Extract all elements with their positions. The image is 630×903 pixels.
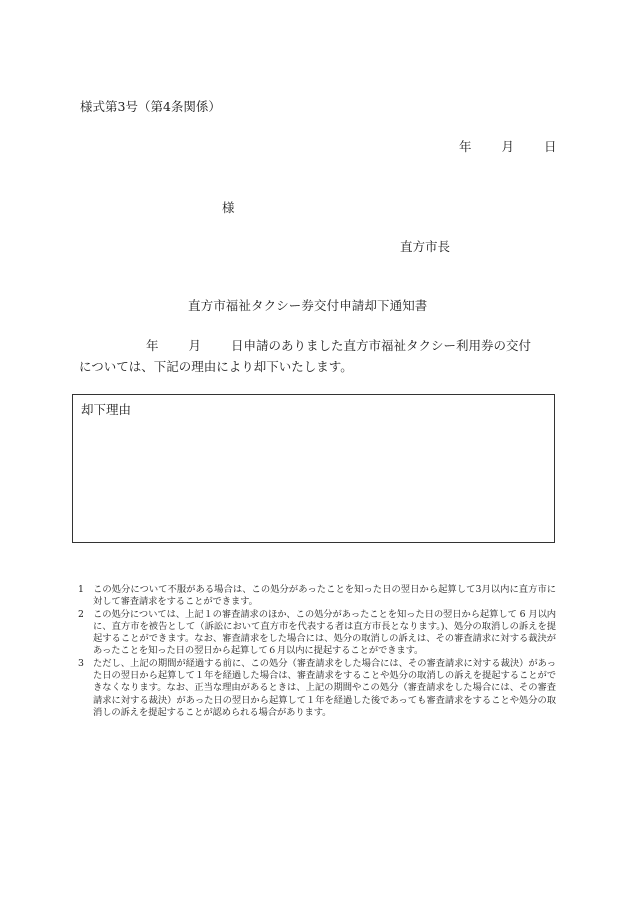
addressee-honorific: 様 xyxy=(222,200,235,215)
date-day: 日 xyxy=(544,139,557,154)
note-item xyxy=(78,609,556,658)
body-line-2: については、下記の理由により却下いたします。 xyxy=(79,359,353,374)
date-line xyxy=(459,137,557,155)
date-year: 年 xyxy=(459,139,472,154)
reason-label: 却下理由 xyxy=(81,402,132,417)
note-text: この処分については、上記１の審査請求のほか、この処分があったことを知った日の翌日から起算して 6 月以内に、直方市を被告として（訴訟において直方市を代表する者は直方市長となります。)、処分の取消しの訴えを提起することができます。なお、審査請求をした場合には、処分の取消しの訴えは、その審査請求に対する裁決があったことを知った日の翌日から起算して６月以内に提起することができます。 xyxy=(93,608,556,657)
note-number: 1 xyxy=(78,584,84,595)
sender-name: 直方市長 xyxy=(400,239,451,254)
notes-list xyxy=(78,584,556,719)
note-text: この処分について不服がある場合は、この処分があったことを知った日の翌日から起算して3月以内に直方市に対して審査請求をすることができます。 xyxy=(93,584,556,608)
note-item xyxy=(78,658,556,719)
body-year: 年 xyxy=(146,338,159,353)
note-item xyxy=(78,584,556,609)
form-number: 様式第3号（第4条関係） xyxy=(80,99,221,114)
note-number: 3 xyxy=(78,657,84,669)
body-text: 日申請のありました直方市福祉タクシー利用券の交付 xyxy=(231,338,532,353)
date-month: 月 xyxy=(501,139,515,154)
document-title: 直方市福祉タクシー券交付申請却下通知書 xyxy=(188,298,428,313)
note-text: ただし、上記の期間が経過する前に、この処分（審査請求をした場合には、その審査請求に対する裁決）があった日の翌日から起算して１年を経過した場合は、審査請求をすることや処分の取消しの訴えを提起することができなくなります。なお、正当な理由があるときは、上記の期間やこの処分（審査請求をした場合には、その審査請求に対する裁決）があった日の翌日から起算して１年を経過した後であっても審査請求をすることや処分の取消しの訴えを提起することが認められる場合があります。 xyxy=(93,657,556,718)
reason-box xyxy=(72,394,555,543)
note-number: 2 xyxy=(78,608,84,620)
body-line-1 xyxy=(146,336,531,354)
body-month: 月 xyxy=(188,338,202,353)
